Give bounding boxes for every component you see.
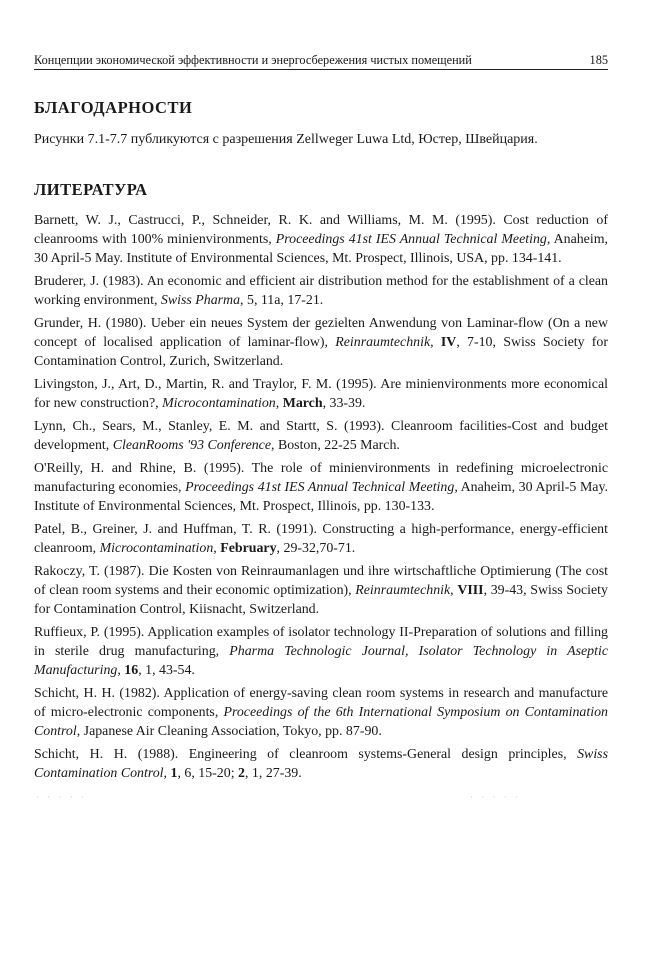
reference-authors: Grunder, H. (1980). Ueber ein neues System der gezielten Anwendung von Laminar-flow (On a new concept of localised application of laminar-flow), [34,316,608,350]
reference-volume: 1 [170,766,178,781]
scan-artifact: · · · · · [470,792,521,802]
reference-source: Reinraumtechnik [335,335,431,350]
reference-source: Microcontamination [99,541,214,556]
reference-details: , 5, 11a, 17-21. [240,293,324,308]
reference-volume: IV [440,335,457,350]
reference-authors: Rakoczy, T. (1987). Die Kosten von Reinraumanlagen und ihre wirtschaftliche Optimierung (The cost of clean room systems and their economic optimization), [34,564,608,598]
reference-item [34,520,608,558]
separator: , [430,335,441,350]
reference-item [34,459,608,516]
reference-authors: Bruderer, J. (1983). An economic and efficient air distribution method for the establishment of a clean working environment, [34,274,608,308]
reference-authors: Patel, B., Greiner, J. and Huffman, T. R. (1991). Constructing a high-performance, energy-efficient cleanroom, [34,522,608,556]
reference-list [34,211,608,787]
acknowledgements-text: Рисунки 7.1-7.7 публикуются с разрешения Zellweger Luwa Ltd, Юстер, Швейцария. [34,132,538,147]
reference-details: , 29-32,70-71. [276,541,356,556]
reference-details: , 7-10, Swiss Society for Contamination Control, Zurich, Switzerland. [34,335,609,369]
reference-item [34,211,608,268]
reference-source: Proceedings of the 6th International Symposium on Contamination Control [34,705,608,739]
reference-source: CleanRooms '93 Conference [112,438,272,453]
reference-authors: Barnett, W. J., Castrucci, P., Schneider, R. K. and Williams, M. M. (1995). Cost reduction of cleanrooms with 100% minienvironments, [34,213,608,247]
reference-authors: Livingston, J., Art, D., Martin, R. and Traylor, F. M. (1995). Are minienvironments more economical for new construction?, [34,377,608,411]
separator: , [213,541,221,556]
reference-details: , Anaheim, 30 April-5 May. Institute of Environmental Sciences, Mt. Prospect, Illinois, pp. 130-133. [34,480,608,514]
reference-source: Pharma Technologic Journal, Isolator Technology in Aseptic Manufacturing [34,644,608,678]
separator: , [275,396,283,411]
reference-details: , 1, 43-54. [138,663,195,678]
separator: , [450,583,458,598]
reference-item [34,375,608,413]
separator: , [163,766,171,781]
reference-details: , Boston, 22-25 March. [271,438,400,453]
reference-details: , 1, 27-39. [244,766,302,781]
reference-volume: February [220,541,277,556]
reference-authors: O'Reilly, H. and Rhine, B. (1995). The role of minienvironments in redefining microelectronic manufacturing economies, [34,461,608,495]
acknowledgements-heading: БЛАГОДАРНОСТИ [34,98,193,117]
reference-item [34,684,608,741]
reference-item [34,314,608,371]
page-number: 185 [589,53,608,67]
reference-volume: March [282,396,323,411]
reference-source: Microcontamination [162,396,276,411]
reference-item [34,272,608,310]
reference-authors: Lynn, Ch., Sears, M., Stanley, E. M. and Startt, S. (1993). Cleanroom facilities-Cost and budget development, [34,419,608,453]
reference-source: Swiss Contamination Control [34,747,608,781]
reference-volume: 16 [124,663,139,678]
running-header [34,52,608,70]
reference-source: Reinraumtechnik [355,583,451,598]
reference-authors: Schicht, H. H. (1988). Engineering of cleanroom systems-General design principles, [34,747,578,762]
literature-heading: ЛИТЕРАТУРА [34,180,148,199]
reference-source: Proceedings 41st IES Annual Technical Meeting [185,480,455,495]
reference-authors: Schicht, H. H. (1982). Application of energy-saving clean room systems in research and manufacture of micro-electronic components, [34,686,608,720]
reference-volume: VIII [457,583,484,598]
reference-details: , Japanese Air Cleaning Association, Tokyo, pp. 87-90. [76,724,382,739]
reference-volume: 2 [238,766,245,781]
reference-details: , Anaheim, 30 April-5 May. Institute of Environmental Sciences, Mt. Prospect, Illinois, USA, pp. 134-141. [34,232,608,266]
reference-item [34,417,608,455]
reference-details: , 33-39. [322,396,366,411]
reference-item [34,745,608,783]
scan-artifact: · · · · · [36,792,87,802]
running-title: Концепции экономической эффективности и энергосбережения чистых помещений [34,53,472,67]
reference-source: Swiss Pharma [160,293,241,308]
separator: , 6, 15-20; [177,766,239,781]
reference-authors: Ruffieux, P. (1995). Application examples of isolator technology II-Preparation of solutions and filling in sterile drug manufacturing, [34,625,608,659]
reference-item [34,562,608,619]
separator: , [117,663,125,678]
reference-details: , 39-43, Swiss Society for Contamination Control, Kiisnacht, Switzerland. [34,583,608,617]
reference-item [34,623,608,680]
reference-source: Proceedings 41st IES Annual Technical Meeting [275,232,547,247]
